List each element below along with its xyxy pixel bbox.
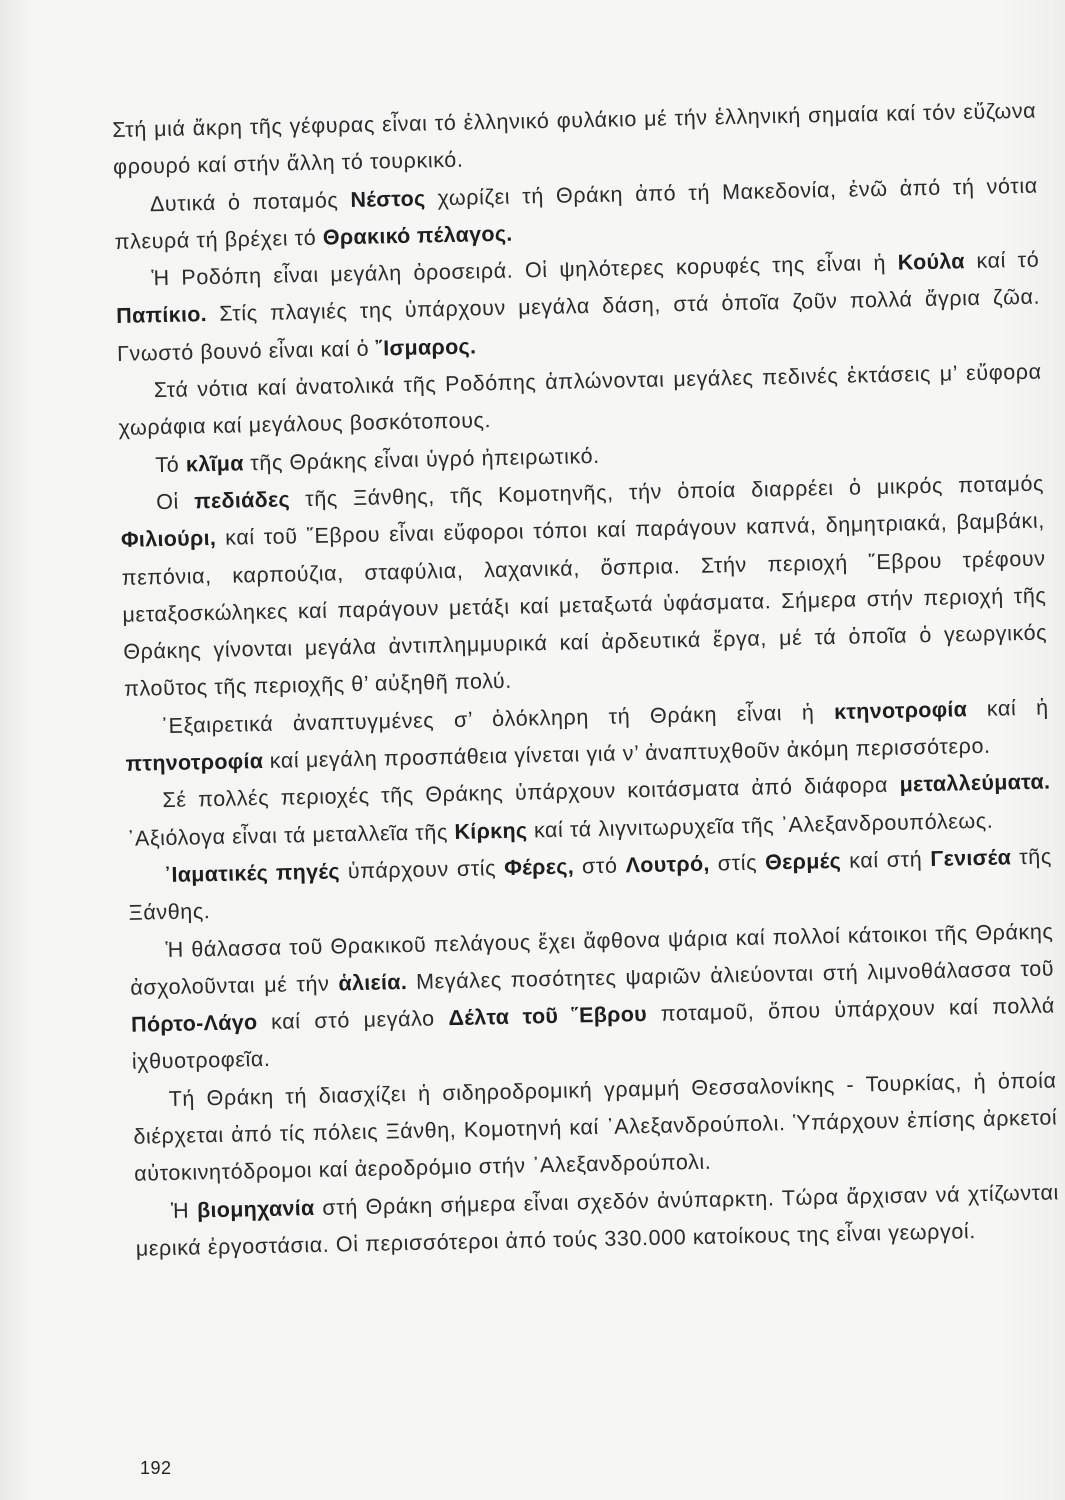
page-number: 192 (140, 1458, 172, 1478)
bold-term: Θερμές (764, 848, 842, 875)
text-run: Δυτικά ὁ ποταμός (149, 187, 351, 216)
bold-term: Γενισέα (930, 845, 1012, 871)
text-run: Στή μιά ἄκρη τῆς γέφυρας εἶναι τό ἑλληνικό φυλάκιο μέ τήν ἑλληνική σημαία καί τόν εὔζωνα φρουρό καί στήν ἄλλη τό τουρκικό. (112, 98, 1037, 180)
bold-term: Παπίκιο. (116, 302, 208, 329)
bold-term: ᾿Ιαματικές πηγές (163, 859, 341, 888)
bold-term: βιομηχανία (196, 1195, 315, 1223)
text-run: καί μεγάλη προσπάθεια γίνεται γιά ν’ ἀναπτυχθοῦν ἀκόμη περισσότερο. (262, 733, 991, 774)
bold-term: Νέστος (350, 186, 426, 212)
text-run: Τή Θράκη τή διασχίζει ἡ σιδηροδρομική γραμμή Θεσσαλονίκης - Τουρκίας, ἡ ὁποία διέρχεται ἀπό τίς πόλεις Ξάνθη, Κομοτηνή καί ᾿Αλεξανδρούπολι. Ὑπάρχουν ἐπίσης ἀρκετοί αὐτοκινητόδρομοι καί ἀεροδρόμιο στήν ᾿Αλεξανδρούπολι. (133, 1068, 1058, 1187)
paragraph (115, 242, 1041, 373)
bold-term: ῎Ισμαρος. (375, 334, 477, 361)
text-run: καί στή (840, 846, 931, 873)
bold-term: Φιλιούρι, (120, 526, 217, 553)
bold-term: Πόρτο-Λάγο (130, 1010, 258, 1037)
paragraph (129, 913, 1056, 1082)
bold-term: Φέρες, (503, 854, 575, 880)
text-run: καί τό (964, 247, 1040, 274)
text-run: στή Θράκη σήμερα εἶναι σχεδόν ἀνύπαρκτη. Τώρα ἄρχισαν νά χτίζωνται μερικά ἐργοστάσια. Οἱ περισσότεροι ἀπό τούς 330.000 κατοίκους της εἶναι γεωργοί. (135, 1180, 1060, 1261)
text-run: τῆς Ξάνθης, τῆς Κομοτηνῆς, τήν ὁποία διαρρέει ὁ μικρός ποταμός (289, 471, 1045, 512)
bold-term: Κούλα (897, 249, 966, 275)
text-run: Ἡ Ροδόπη εἶναι μεγάλη ὀροσειρά. Οἱ ψηλότερες κορυφές της εἶναι ἡ (151, 250, 898, 291)
text-run: Σέ πολλές περιοχές τῆς Θράκης ὑπάρχουν κοιτάσματα ἀπό διάφορα (162, 772, 900, 813)
bold-term: πεδιάδες (193, 487, 291, 514)
bold-term: ἁλιεία. (338, 969, 408, 996)
text-run: στό (573, 853, 626, 879)
text-run: καί στό μεγάλο (257, 1006, 449, 1035)
paragraph (120, 466, 1048, 709)
text-run: χωρίζει τή Θράκη ἀπό τή Μακεδονία, ἐνῶ ἀπό τή νότια πλευρά τή βρέχει τό (114, 173, 1038, 254)
text-run: Στίς πλαγιές της ὑπάρχουν μεγάλα δάση, στά ὁποῖα ζοῦν πολλά ἄγρια ζῶα. Γνωστό βουνό εἶναι καί ὁ (116, 285, 1041, 366)
bold-term: πτηνοτροφία (125, 749, 264, 776)
bold-term: κτηνοτροφία (833, 696, 968, 724)
bold-term: μεταλλεύματα. (899, 769, 1051, 797)
text-run: Ἡ θάλασσα τοῦ Θρακικοῦ πελάγους ἔχει ἄφθονα ψάρια καί πολλοί κάτοικοι τῆς Θράκης ἀσχολοῦνται μέ τήν (130, 918, 1054, 1000)
bold-term: κλῖμα (185, 450, 244, 477)
text-run: καί τά λιγνιτωρυχεῖα τῆς ᾿Αλεξανδρουπόλεως. (527, 808, 994, 843)
text-run: Ἡ (170, 1198, 198, 1223)
bold-term: Θρακικό πέλαγος. (322, 221, 513, 250)
text-run: στίς (709, 850, 766, 876)
text-run: Μεγάλες ποσότητες ψαριῶν ἁλιεύονται στή λιμνοθάλασσα τοῦ (406, 956, 1055, 994)
text-run: καί τοῦ ῞Εβρου εἶναι εὔφοροι τόποι καί παράγουν καπνά, δημητριακά, βαμβάκι, πεπόνια, καρπούζια, σταφύλια, λαχανικά, ὄσπρια. Στήν περιοχή ῞Εβρου τρέφουν μεταξοσκώληκες καί παράγουν μετάξι καί μεταξωτά ὑφάσματα. Σήμερα στήν περιοχή τῆς Θράκης γίνονται μεγάλα ἀντιπλημμυρικά καί ἀρδευτικά ἔργα, μέ τά ὁποῖα ὁ γεωργικός πλοῦτος τῆς περιοχῆς θ’ αὐξηθῆ πολύ. (121, 508, 1048, 702)
text-run: καί ἡ (966, 695, 1049, 721)
text-run: τῆς Ξάνθης. (128, 844, 1053, 926)
text-run: ποταμοῦ, ὅπου ὑπάρχουν καί πολλά ἰχθυοτροφεῖα. (131, 993, 1056, 1075)
text-run: ὑπάρχουν στίς (339, 855, 505, 884)
text-run: τῆς Θράκης εἶναι ὑγρό ἠπειρωτικό. (243, 443, 600, 475)
bold-term: Λουτρό, (625, 851, 710, 878)
paragraph (132, 1062, 1058, 1193)
body-text (112, 93, 1060, 1268)
text-run: Στά νότια καί ἀνατολικά τῆς Ροδόπης ἁπλώνονται μεγάλες πεδινές ἐκτάσεις μ’ εὔφορα χωράφια καί μεγάλους βοσκότοπους. (118, 359, 1042, 441)
text-run: ᾿Εξαιρετικά ἀναπτυγμένες σ’ ὁλόκληρη τή Θράκη εἶναι ἡ (160, 699, 835, 738)
text-run: Τό (155, 452, 187, 477)
text-run: Οἱ (155, 489, 195, 515)
bold-term: Δέλτα τοῦ ῞Εβρου (448, 1002, 648, 1031)
text-run: ᾿Αξιόλογα εἶναι τά μεταλλεῖα τῆς (126, 819, 455, 851)
bold-term: Κίρκης (454, 818, 528, 844)
